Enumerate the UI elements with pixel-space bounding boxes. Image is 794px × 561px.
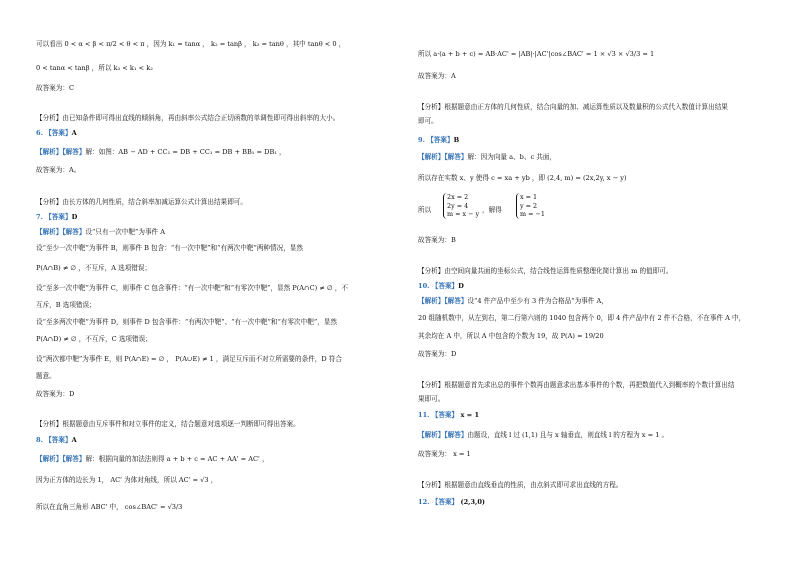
text-line: 故答案为：D [418,350,457,358]
text-line: 可以看出 0 < α < β < π/2 < θ < π ，因为 k₁ = tanα ， k₂ = tanβ ， k₃ = tanθ ，其中 tanθ < 0 ， [36,40,346,48]
section-tag: 【解析】【解答】 [418,431,468,439]
section-tag: 【解析】【解答】 [36,148,86,156]
analysis-line: 【分析】根据题意由正方体的几何性质，结合向量的加、减运算性质以及数量积的公式代入数值计算出结果 [418,103,728,111]
section-text: 解：如图：AB − AD + CC₁ = DB + CC₁ = DB + BB₁ = DB₁ ， [85,148,286,156]
equation-line: m = −1 [520,210,545,218]
section-text: A [71,129,77,137]
text-line: P(A∩D) ≠ ∅ ，不互斥，C 选项错误； [36,335,152,343]
solution-line [36,228,165,237]
section-tag: 【解析】【解答】 [36,455,86,463]
equation-line: x = 1 [520,193,538,201]
text-line: ，解得 [482,206,502,214]
answer-11 [418,411,479,420]
section-tag: 【解析】【解答】 [418,297,468,305]
analysis-line: 【分析】根据题意由互斥事件和对立事件的定义，结合题意对选项逐一判断即可得出答案。 [36,420,300,428]
left-column [20,0,392,561]
section-text: 解：因为向量 a、b、c 共面， [467,153,557,161]
text-line: 故答案为：D [36,390,75,398]
text-line: 所以 a·(a + b + c) = AB·AC' = |AB|·|AC'|cos∠BAC' = 1 × √3 × √3/3 = 1 [418,50,655,58]
text-line: 设“至多两次中靶”为事件 D，则事件 D 包含事件：“有两次中靶”、“有一次中靶”和“有零次中靶”，显然 [36,318,337,326]
section-tag: 【解析】【解答】 [36,228,86,236]
answer-12 [418,498,485,507]
text-line: 因为正方体的边长为 1， AC' 为体对角线，所以 AC' = √3 ， [36,476,218,484]
text-line: 故答案为：A [418,72,456,80]
analysis-line: 果即可。 [418,395,445,403]
text-line: 设“至多一次中靶”为事件 C，则事件 C 包含事件：“有一次中靶”和“有零次中靶”，显然 P(A∩C) ≠ ∅ ，不 [36,284,348,292]
equation-system-left [443,193,479,219]
answer-6 [36,129,77,138]
text-line: P(A∩B) ≠ ∅ ，不互斥，A 选项错误； [36,264,152,272]
section-text: A [71,436,77,444]
section-text: 设“只有一次中靶”为事件 A [85,228,165,236]
text-line: 其余均在 A 中，所以 A 中包含的个数为 19，故 P(A) = 19/20 [418,332,604,340]
analysis-line: 【分析】根据题意由直线垂直的性质，由点斜式即可求出直线的方程。 [418,481,623,489]
text-line: 所以在直角三角形 ABC' 中， cos∠BAC' = √3/3 [36,503,183,511]
analysis-line: 【分析】由空间向量共面的坐标公式，结合线性运算性质整理化简计算出 m 的值即可。 [418,267,673,275]
section-text: 由题设，直线 l 过 (1,1) 且与 x 轴垂直，则直线 l 的方程为 x = 1 。 [467,431,669,439]
section-tag: 9. 【答案】 [418,136,454,144]
section-text: (2,3,0) [458,498,486,506]
section-tag: 7. 【答案】 [36,213,72,221]
text-line: 故答案为：A。 [36,166,81,174]
solution-line [418,153,556,162]
text-line: 0 < tanα < tanβ ，所以 k₃ < k₁ < k₂ [36,64,153,72]
solution-line [36,455,269,464]
equation-line: m = x − y [447,210,480,218]
section-tag: 【解析】【解答】 [418,153,468,161]
section-text: D [458,282,464,290]
section-tag: 10. 【答案】 [418,282,459,290]
text-line: 故答案为：C [36,84,75,92]
analysis-line: 【分析】根据题意首先求出总的事件个数再由题意求出基本事件的个数，再把数值代入到概率的个数计算出结 [418,381,735,389]
equation-system-right [516,193,545,219]
solution-line [418,297,608,306]
solution-line [36,148,286,157]
solution-line [418,431,668,440]
answer-7 [36,213,77,222]
section-text: 解：根据向量的加法法则得 a + b + c = AC + AA' = AC' ， [85,455,269,463]
answer-10 [418,282,464,291]
analysis-line: 【分析】由已知条件即可得出直线的倾斜角，再由斜率公式结合正切函数的单调性即可得出斜率的大小。 [36,114,340,122]
section-tag: 8. 【答案】 [36,436,72,444]
section-text: B [453,136,460,144]
answer-9 [418,136,459,145]
equation-line: 2y = 4 [447,201,469,210]
section-tag: 6. 【答案】 [36,129,72,137]
text-line: 所以存在实数 x、y 使得 c = xa + yb ，即 (2,4, m) = (2x,2y, x − y) [418,174,627,182]
equation-line: 2x = 2 [447,193,469,201]
text-line: 互斥，B 选项错误； [36,301,96,309]
text-line: 故答案为： x = 1 [418,450,471,458]
section-text: D [71,213,78,221]
section-text: x = 1 [458,411,480,419]
analysis-line: 即可。 [418,117,438,125]
section-text: 设“4 件产品中至少有 3 件为合格品”为事件 A， [467,297,608,305]
text-line: 设“两次都中靶”为事件 E，则 P(A∩E) = ∅ ， P(A∪E) ≠ 1 ，满足互斥而不对立所需要的条件，D 符合 [36,355,342,363]
text-line: 故答案为：B [418,236,456,244]
analysis-line: 【分析】由长方体的几何性质，结合斜率加减运算公式计算出结果即可。 [36,198,247,206]
text-line: 20 组随机数中，从左到右，第二行第六则的 1040 包含两个 0，即 4 件产品中有 2 件不合格，不在事件 A 中， [418,314,746,322]
text-line: 题意。 [36,372,56,380]
text-line: 设“至少一次中靶”为事件 B，则事件 B 包含：“有一次中靶”和“有两次中靶”两种情况，显然 [36,244,303,252]
right-column [402,0,774,561]
equation-line: y = 2 [520,201,538,210]
answer-8 [36,436,77,445]
text-line: 所以 [418,206,432,214]
section-tag: 12. 【答案】 [418,498,459,506]
section-tag: 11. 【答案】 [418,411,459,419]
